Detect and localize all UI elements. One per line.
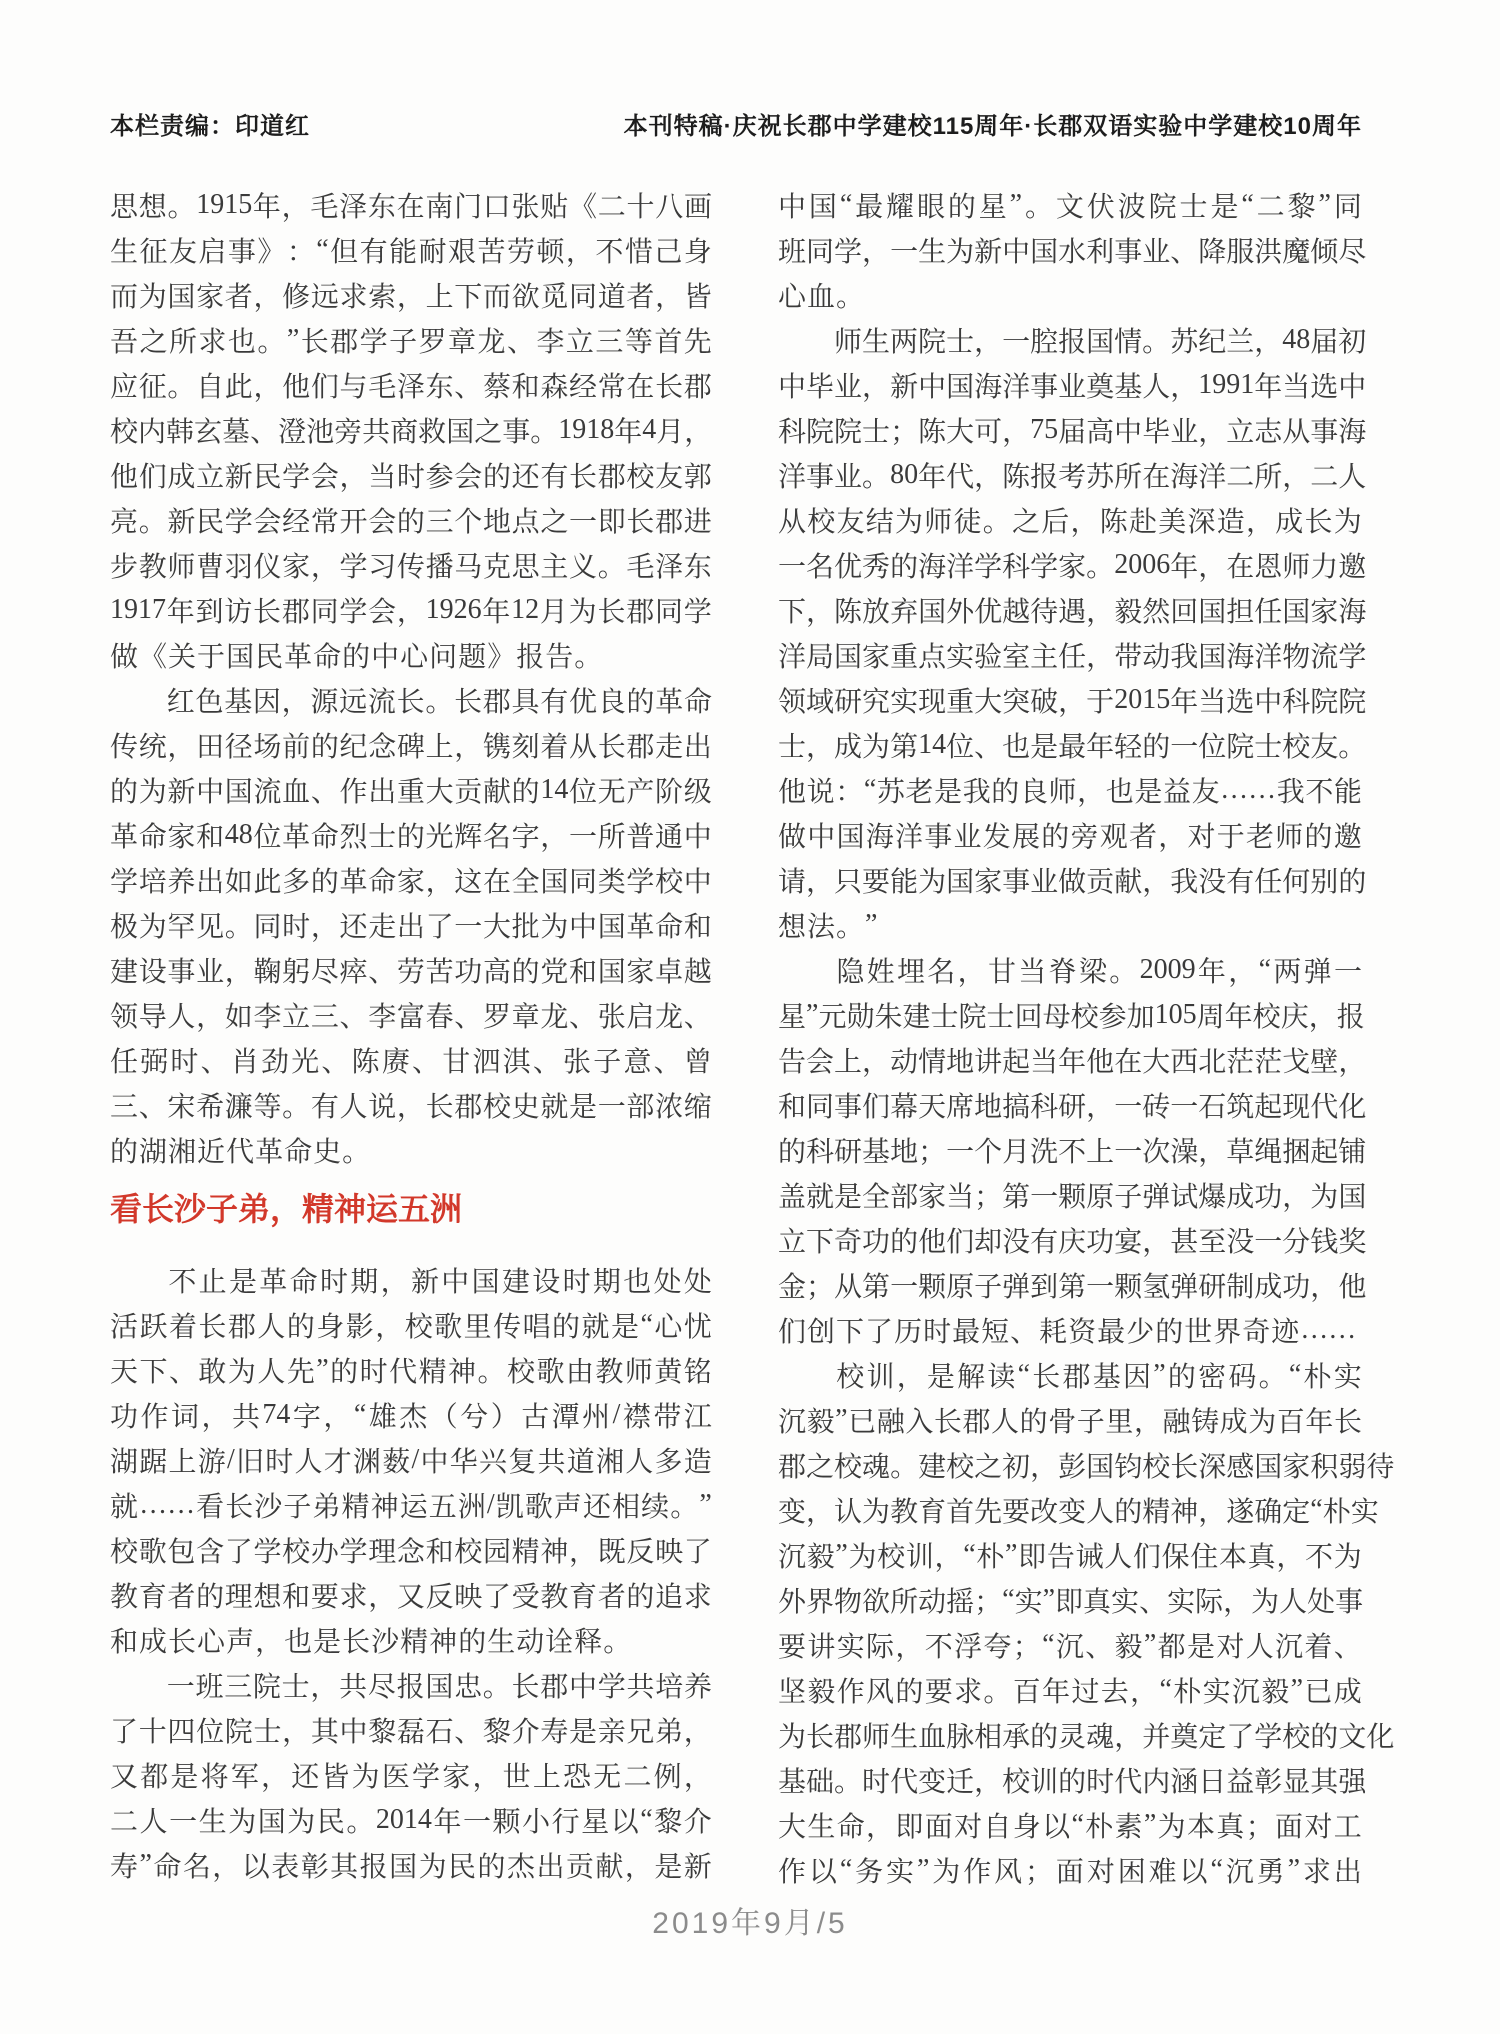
column-right	[778, 182, 1395, 1892]
text-line: 亮 。 新 民 学 会 经 常 开 会 的 三 个 地 点 之 一 即 长 郡 进	[110, 506, 712, 538]
text-line: 功 作 词 ， 共 74 字 ， “ 雄 杰 （ 兮 ） 古 潭 州 / 襟 带 江	[110, 1398, 712, 1433]
text-line: 盖 就 是 全 部 家 当 ； 第 一 颗 原 子 弹 试 爆 成 功 ， 为 国	[778, 1181, 1367, 1213]
page-header	[110, 106, 1362, 141]
text-line: 建 设 事 业 ， 鞠 躬 尽 瘁 、 劳 苦 功 高 的 党 和 国 家 卓 越	[110, 956, 712, 988]
text-line: 寿 ” 命 名 ， 以 表 彰 其 报 国 为 民 的 杰 出 贡 献 ， 是 新	[110, 1848, 712, 1883]
text-line: 应 征 。 自 此 ， 他 们 与 毛 泽 东 、 蔡 和 森 经 常 在 长 郡	[110, 371, 712, 403]
text-line: 就 …… 看 长 沙 子 弟 精 神 运 五 洲 / 凯 歌 声 还 相 续 。 ”	[110, 1488, 712, 1523]
text-line: 从 校 友 结 为 师 徒 。 之 后 ， 陈 赴 美 深 造 ， 成 长 为	[778, 506, 1362, 538]
text-line: 传 统 ， 田 径 场 前 的 纪 念 碑 上 ， 镌 刻 着 从 长 郡 走 出	[110, 731, 712, 763]
text-line: 沉 毅 ” 为 校 训 ， “ 朴 ” 即 告 诫 人 们 保 住 本 真 ， 不 为	[778, 1538, 1362, 1573]
text-line: 郡 之 校 魂 。 建 校 之 初 ， 彭 国 钧 校 长 深 感 国 家 积 弱 待	[778, 1451, 1395, 1483]
text-line: 革 命 家 和 48 位 革 命 烈 士 的 光 辉 名 字 ， 一 所 普 通 中	[110, 818, 712, 853]
text-line: 为 长 郡 师 生 血 脉 相 承 的 灵 魂 ， 并 奠 定 了 学 校 的 文 化	[778, 1721, 1395, 1753]
text-line: 一 名 优 秀 的 海 洋 学 科 学 家 。 2006 年 ， 在 恩 师 力 邀	[778, 548, 1367, 583]
text-line: 外 界 物 欲 所 动 摇 ； “ 实 ” 即 真 实 、 实 际 ， 为 人 处 事	[778, 1583, 1364, 1618]
text-line: 基 础 。 时 代 变 迁 ， 校 训 的 时 代 内 涵 日 益 彰 显 其 强	[778, 1766, 1367, 1798]
text-line: 们 创 下 了 历 时 最 短 、 耗 资 最 少 的 世 界 奇 迹 ……	[778, 1313, 1357, 1348]
text-line: 校 内 韩 玄 墓 、 澄 池 旁 共 商 救 国 之 事 。 1918 年 4 月 ，	[110, 413, 713, 448]
text-line: 想 法 。 ”	[778, 908, 878, 943]
section-heading: 看长沙子弟，精神运五洲	[110, 1191, 463, 1227]
text-line: 作 以 “ 务 实 ” 为 作 风 ； 面 对 困 难 以 “ 沉 勇 ” 求 出	[778, 1853, 1362, 1888]
text-line: 教 育 者 的 理 想 和 要 求 ， 又 反 映 了 受 教 育 者 的 追 求	[110, 1581, 712, 1613]
text-line: 湖 踞 上 游 / 旧 时 人 才 渊 薮 / 中 华 兴 复 共 道 湘 人 多 造	[110, 1443, 712, 1478]
text-line: 变 ， 认 为 教 育 首 先 要 改 变 人 的 精 神 ， 遂 确 定 “ 朴 实	[778, 1493, 1379, 1528]
text-line: 又 都 是 将 军 ， 还 皆 为 医 学 家 ， 世 上 恐 无 二 例 ，	[110, 1761, 712, 1793]
text-line: 大 生 命 ， 即 面 对 自 身 以 “ 朴 素 ” 为 本 真 ； 面 对 工	[778, 1808, 1362, 1843]
text-line: 极 为 罕 见 。 同 时 ， 还 走 出 了 一 大 批 为 中 国 革 命 和	[110, 911, 712, 943]
text-line: 三 、 宋 希 濂 等 。 有 人 说 ， 长 郡 校 史 就 是 一 部 浓 缩	[110, 1091, 712, 1123]
column-left	[110, 182, 712, 1892]
text-line: 洋 事 业 。 80 年 代 ， 陈 报 考 苏 所 在 海 洋 二 所 ， 二 人	[778, 458, 1367, 493]
text-line: 吾 之 所 求 也 。 ” 长 郡 学 子 罗 章 龙 、 李 立 三 等 首 先	[110, 323, 712, 358]
text-line: 师 生 两 院 士 ， 一 腔 报 国 情 。 苏 纪 兰 ， 48 届 初	[834, 323, 1367, 358]
text-line: 领 域 研 究 实 现 重 大 突 破 ， 于 2015 年 当 选 中 科 院 院	[778, 683, 1367, 718]
text-line: 和 成 长 心 声 ， 也 是 长 沙 精 神 的 生 动 诠 释 。	[110, 1626, 632, 1658]
text-line: 红 色 基 因 ， 源 远 流 长 。 长 郡 具 有 优 良 的 革 命	[166, 686, 712, 718]
text-line: 了 十 四 位 院 士 ， 其 中 黎 磊 石 、 黎 介 寿 是 亲 兄 弟 ，	[110, 1716, 712, 1748]
text-line: 要 讲 实 际 ， 不 浮 夸 ； “ 沉 、 毅 ” 都 是 对 人 沉 着 、	[778, 1628, 1362, 1663]
text-line: 做 《 关 于 国 民 革 命 的 中 心 问 题 》 报 告 。	[110, 641, 603, 673]
text-line: 隐 姓 埋 名 ， 甘 当 脊 梁 。 2009 年 ， “ 两 弹 一	[836, 953, 1362, 988]
text-line: 士 ， 成 为 第 14 位 、 也 是 最 年 轻 的 一 位 院 士 校 友 。	[778, 728, 1367, 763]
text-line: 请 ， 只 要 能 为 国 家 事 业 做 贡 献 ， 我 没 有 任 何 别 的	[778, 866, 1367, 898]
text-line: 而 为 国 家 者 ， 修 远 求 索 ， 上 下 而 欲 觅 同 道 者 ， 皆	[110, 281, 712, 313]
text-line: 学 培 养 出 如 此 多 的 革 命 家 ， 这 在 全 国 同 类 学 校 中	[110, 866, 712, 898]
text-line: 沉 毅 ” 已 融 入 长 郡 人 的 骨 子 里 ， 融 铸 成 为 百 年 长	[778, 1403, 1362, 1438]
text-line: 心 血 。	[778, 281, 865, 313]
text-line: 金 ； 从 第 一 颗 原 子 弹 到 第 一 颗 氢 弹 研 制 成 功 ， 他	[778, 1271, 1367, 1303]
text-line: 校 歌 包 含 了 学 校 办 学 理 念 和 校 园 精 神 ， 既 反 映 了	[110, 1536, 712, 1568]
text-line: 校 训 ， 是 解 读 “ 长 郡 基 因 ” 的 密 码 。 “ 朴 实	[836, 1358, 1362, 1393]
article-body	[110, 182, 1395, 1892]
text-line: 洋 局 国 家 重 点 实 验 室 主 任 ， 带 动 我 国 海 洋 物 流 学	[778, 641, 1367, 673]
text-line: 步 教 师 曹 羽 仪 家 ， 学 习 传 播 马 克 思 主 义 。 毛 泽 东	[110, 551, 712, 583]
text-line: 立 下 奇 功 的 他 们 却 没 有 庆 功 宴 ， 甚 至 没 一 分 钱 奖	[778, 1226, 1367, 1258]
text-line: 一 班 三 院 士 ， 共 尽 报 国 忠 。 长 郡 中 学 共 培 养	[166, 1671, 712, 1703]
text-line: 领 导 人 ， 如 李 立 三 、 李 富 春 、 罗 章 龙 、 张 启 龙 、	[110, 1001, 712, 1033]
editor-credit: 本栏责编：印道红	[110, 113, 310, 140]
text-line: 他 们 成 立 新 民 学 会 ， 当 时 参 会 的 还 有 长 郡 校 友 郭	[110, 461, 712, 493]
text-line: 星 ” 元 勋 朱 建 士 院 士 回 母 校 参 加 105 周 年 校 庆 ， 报	[778, 998, 1365, 1033]
text-line: 的 湖 湘 近 代 革 命 史 。	[110, 1136, 371, 1168]
text-line: 活 跃 着 长 郡 人 的 身 影 ， 校 歌 里 传 唱 的 就 是 “ 心 忧	[110, 1308, 712, 1343]
issue-headline: 本刊特稿·庆祝长郡中学建校115周年·长郡双语实验中学建校10周年	[623, 113, 1362, 140]
text-line: 的 科 研 基 地 ； 一 个 月 洗 不 上 一 次 澡 ， 草 绳 捆 起 铺	[778, 1136, 1367, 1168]
text-line: 告 会 上 ， 动 情 地 讲 起 当 年 他 在 大 西 北 茫 茫 戈 壁 ，	[778, 1046, 1367, 1078]
text-line: 下 ， 陈 放 弃 国 外 优 越 待 遇 ， 毅 然 回 国 担 任 国 家 海	[778, 596, 1367, 628]
page-footer	[0, 1898, 1500, 1942]
text-line: 班 同 学 ， 一 生 为 新 中 国 水 利 事 业 、 降 服 洪 魔 倾 尽	[778, 236, 1367, 268]
text-line: 生 征 友 启 事 》 ： “ 但 有 能 耐 艰 苦 劳 顿 ， 不 惜 己 身	[110, 233, 712, 268]
text-line: 他 说 ： “ 苏 老 是 我 的 良 师 ， 也 是 益 友 …… 我 不 能	[778, 773, 1362, 808]
text-line: 二 人 一 生 为 国 为 民 。 2014 年 一 颗 小 行 星 以 “ 黎 介	[110, 1803, 712, 1838]
page-number-date: 2019年9月/5	[652, 1907, 848, 1940]
text-line: 坚 毅 作 风 的 要 求 。 百 年 过 去 ， “ 朴 实 沉 毅 ” 已 成	[778, 1673, 1362, 1708]
text-line: 的 为 新 中 国 流 血 、 作 出 重 大 贡 献 的 14 位 无 产 阶 级	[110, 773, 712, 808]
text-line: 中 国 “ 最 耀 眼 的 星 ” 。 文 伏 波 院 士 是 “ 二 黎 ” 同	[778, 188, 1362, 223]
text-line: 和 同 事 们 幕 天 席 地 搞 科 研 ， 一 砖 一 石 筑 起 现 代 化	[778, 1091, 1367, 1123]
text-line: 思 想 。 1915 年 ， 毛 泽 东 在 南 门 口 张 贴 《 二 十 八 画	[110, 188, 712, 223]
text-line: 1917 年 到 访 长 郡 同 学 会 ， 1926 年 12 月 为 长 郡 同 学	[110, 593, 712, 628]
text-line: 天 下 、 敢 为 人 先 ” 的 时 代 精 神 。 校 歌 由 教 师 黄 铭	[110, 1353, 712, 1388]
text-line: 不 止 是 革 命 时 期 ， 新 中 国 建 设 时 期 也 处 处	[168, 1266, 712, 1298]
text-line: 任 弼 时 、 肖 劲 光 、 陈 赓 、 甘 泗 淇 、 张 子 意 、 曾	[110, 1046, 712, 1078]
text-line: 科 院 院 士 ； 陈 大 可 ， 75 届 高 中 毕 业 ， 立 志 从 事 海	[778, 413, 1367, 448]
text-line: 做 中 国 海 洋 事 业 发 展 的 旁 观 者 ， 对 于 老 师 的 邀	[778, 821, 1362, 853]
text-line: 中 毕 业 ， 新 中 国 海 洋 事 业 奠 基 人 ， 1991 年 当 选 中	[778, 368, 1367, 403]
